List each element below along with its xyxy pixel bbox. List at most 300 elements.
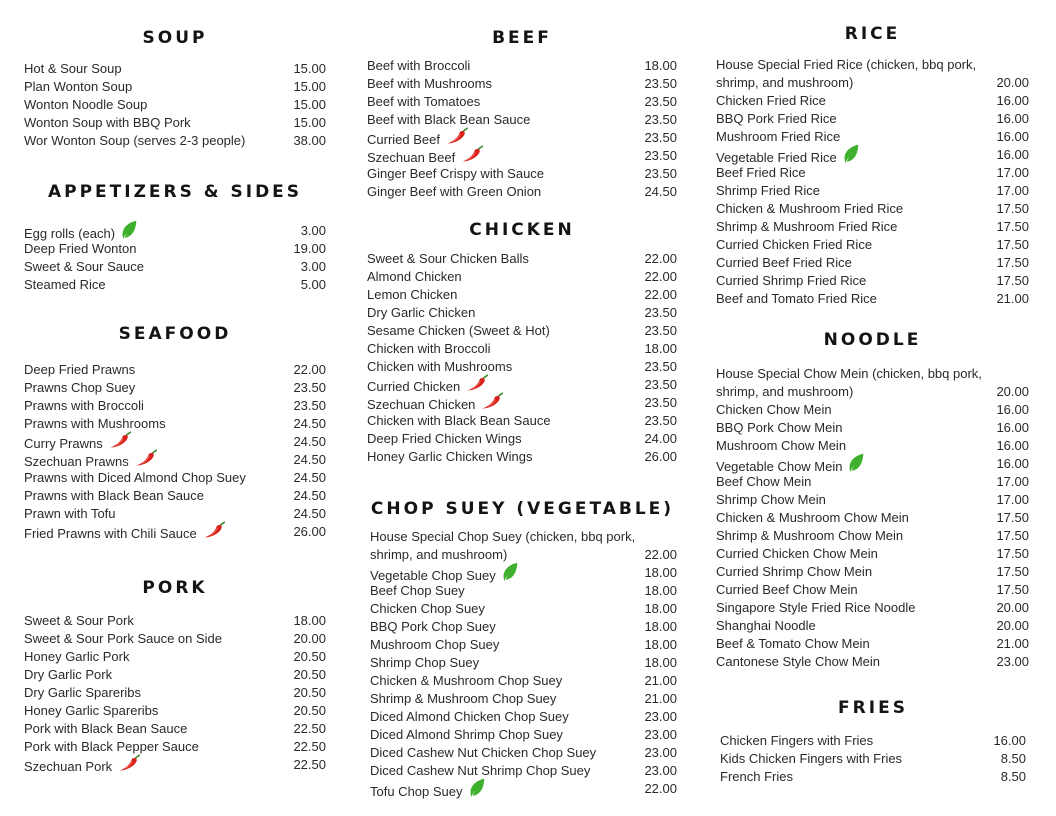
menu-item-price: 17.50 — [996, 201, 1029, 216]
menu-item-name — [370, 744, 596, 762]
menu-item-name — [367, 358, 512, 376]
menu-item-price: 22.00 — [644, 251, 677, 266]
menu-item — [716, 509, 1029, 527]
menu-item-price: 18.00 — [644, 637, 677, 652]
menu-item-name — [716, 236, 872, 254]
menu-item-name-text: Vegetable Chow Mein — [716, 458, 843, 474]
menu-item-name-text: Lemon Chicken — [367, 287, 458, 302]
menu-item-name-text: Chicken Fingers with Fries — [720, 733, 874, 748]
menu-item-name-text: Shrimp Chop Suey — [370, 655, 480, 670]
menu-item — [24, 720, 326, 738]
menu-item-name — [716, 563, 872, 581]
menu-item-name-text: Shrimp Fried Rice — [716, 183, 821, 198]
menu-item-name — [24, 630, 222, 648]
menu-item-name-text: Beef & Tomato Chow Mein — [716, 636, 870, 651]
menu-item — [716, 110, 1029, 128]
menu-item — [716, 146, 1029, 164]
menu-item-price: 24.50 — [293, 434, 326, 449]
menu-item-name-text: Wonton Soup with BBQ Pork — [24, 115, 191, 130]
menu-item-name-text: Hot & Sour Soup — [24, 61, 122, 76]
menu-item-name — [716, 527, 903, 545]
menu-item-name-text: Shanghai Noodle — [716, 618, 816, 633]
menu-item-name-text: House Special Fried Rice (chicken, bbq pork, shrimp, and mushroom) — [716, 57, 977, 90]
menu-item-name-text: Curried Beef Chow Mein — [716, 582, 858, 597]
menu-item — [367, 358, 677, 376]
menu-item-name — [367, 286, 457, 304]
menu-item — [370, 780, 677, 798]
menu-item-name-text: Curried Chicken Chow Mein — [716, 546, 878, 561]
menu-item-name — [24, 469, 246, 487]
menu-item-name-text: BBQ Pork Fried Rice — [716, 111, 837, 126]
menu-item-price: 23.00 — [644, 709, 677, 724]
menu-item-name-text: Beef and Tomato Fried Rice — [716, 291, 877, 306]
menu-item — [367, 165, 677, 183]
menu-item-price: 17.50 — [996, 510, 1029, 525]
menu-item — [716, 290, 1029, 308]
menu-item-price: 20.00 — [293, 631, 326, 646]
menu-item-name — [24, 78, 132, 96]
chili-pepper-icon — [203, 521, 225, 544]
menu-item-name-text: Vegetable Fried Rice — [716, 149, 837, 165]
menu-item-name — [716, 401, 832, 419]
menu-item — [716, 56, 1029, 92]
menu-item-name — [716, 254, 852, 272]
menu-item-name-text: House Special Chop Suey (chicken, bbq pork, shrimp, and mushroom) — [370, 529, 636, 562]
menu-item-name-text: Ginger Beef with Green Onion — [367, 184, 542, 199]
menu-item-name — [370, 582, 465, 600]
menu-item-name — [24, 361, 135, 379]
menu-item-name — [716, 653, 880, 671]
menu-item-name — [716, 365, 991, 401]
menu-item-name-text: Prawns with Black Bean Sauce — [24, 488, 204, 503]
menu-item — [716, 455, 1029, 473]
menu-item-name-text: Prawn with Tofu — [24, 506, 116, 521]
menu-item — [716, 473, 1029, 491]
menu-item-price: 16.00 — [996, 420, 1029, 435]
menu-item-price: 23.50 — [644, 94, 677, 109]
menu-item-name-text: Plan Wonton Soup — [24, 79, 133, 94]
menu-item-name-text: Kids Chicken Fingers with Fries — [720, 751, 903, 766]
menu-item-name — [367, 165, 544, 183]
menu-item-list — [24, 222, 326, 294]
menu-item-name — [370, 618, 496, 636]
menu-item-name-text: Diced Almond Shrimp Chop Suey — [370, 727, 563, 742]
menu-item-name-text: Szechuan Prawns — [24, 453, 129, 469]
menu-item-name — [370, 780, 485, 805]
menu-item-price: 24.50 — [293, 452, 326, 467]
menu-item — [716, 437, 1029, 455]
menu-item — [24, 523, 326, 541]
menu-item-name-text: Deep Fried Wonton — [24, 241, 137, 256]
menu-item-name — [24, 487, 204, 505]
menu-item — [367, 147, 677, 165]
menu-item-price: 17.50 — [996, 273, 1029, 288]
menu-item-name — [24, 612, 134, 630]
menu-item-name-text: Curried Shrimp Fried Rice — [716, 273, 867, 288]
menu-item-name — [720, 750, 902, 768]
menu-item-name — [716, 473, 811, 491]
menu-item-price: 17.00 — [996, 165, 1029, 180]
menu-item-price: 23.50 — [644, 323, 677, 338]
menu-item-name-text: Prawns with Diced Almond Chop Suey — [24, 470, 246, 485]
menu-item — [716, 491, 1029, 509]
menu-item-name — [367, 250, 529, 268]
menu-item — [370, 600, 677, 618]
menu-item-price: 22.00 — [644, 547, 677, 562]
menu-item-name-text: Beef with Mushrooms — [367, 76, 492, 91]
menu-item — [367, 322, 677, 340]
menu-item-name-text: Shrimp Chow Mein — [716, 492, 826, 507]
menu-item — [367, 75, 677, 93]
menu-item-name — [370, 528, 645, 564]
menu-item-name-text: Diced Cashew Nut Shrimp Chop Suey — [370, 763, 591, 778]
menu-item-price: 16.00 — [993, 733, 1026, 748]
menu-item-price: 8.50 — [1000, 769, 1026, 784]
menu-item-name — [24, 702, 158, 720]
menu-item — [716, 635, 1029, 653]
menu-item-price: 16.00 — [996, 93, 1029, 108]
menu-item-price: 20.00 — [996, 384, 1029, 399]
menu-item — [367, 129, 677, 147]
menu-item-price: 24.50 — [293, 488, 326, 503]
menu-item-name — [716, 128, 840, 146]
menu-item-name — [367, 93, 480, 111]
menu-item-name — [24, 720, 187, 738]
menu-item-name-text: Chicken & Mushroom Fried Rice — [716, 201, 904, 216]
menu-item-price: 23.50 — [644, 148, 677, 163]
menu-item — [370, 582, 677, 600]
menu-item-name — [370, 690, 556, 708]
menu-item-price: 17.50 — [996, 237, 1029, 252]
leaf-icon — [469, 778, 485, 803]
menu-item — [716, 200, 1029, 218]
menu-item — [24, 648, 326, 666]
menu-item — [370, 636, 677, 654]
menu-item-name-text: Curried Beef — [367, 131, 440, 147]
menu-item-price: 5.00 — [300, 277, 326, 292]
menu-item-name-text: Egg rolls (each) — [24, 225, 116, 241]
menu-item-name-text: Chicken Chow Mein — [716, 402, 832, 417]
menu-item-name-text: Szechuan Chicken — [367, 396, 476, 412]
menu-item-name — [24, 505, 116, 523]
menu-item-name-text: BBQ Pork Chop Suey — [370, 619, 496, 634]
menu-item — [370, 762, 677, 780]
menu-item-name — [24, 240, 137, 258]
menu-item-price: 26.00 — [293, 524, 326, 539]
section-title: PORK — [142, 578, 208, 598]
menu-item-name-text: Honey Garlic Pork — [24, 649, 130, 664]
menu-item — [24, 666, 326, 684]
menu-item — [716, 581, 1029, 599]
menu-item-name — [716, 419, 842, 437]
menu-item-price: 23.50 — [644, 359, 677, 374]
menu-item-price: 18.00 — [644, 341, 677, 356]
menu-item — [370, 708, 677, 726]
menu-item-name-text: Beef Chop Suey — [370, 583, 465, 598]
menu-item-price: 19.00 — [293, 241, 326, 256]
menu-item-price: 18.00 — [644, 601, 677, 616]
menu-item-price: 15.00 — [293, 61, 326, 76]
menu-item-name-text: Deep Fried Prawns — [24, 362, 136, 377]
menu-item — [367, 304, 677, 322]
menu-item-price: 23.50 — [293, 380, 326, 395]
menu-item-name-text: Pork with Black Bean Sauce — [24, 721, 188, 736]
menu-item-name — [24, 60, 122, 78]
menu-item — [24, 505, 326, 523]
menu-item-name — [24, 756, 140, 779]
menu-item-price: 23.00 — [996, 654, 1029, 669]
menu-item — [24, 258, 326, 276]
section-title: SOUP — [142, 28, 208, 48]
menu-item-price: 17.00 — [996, 183, 1029, 198]
menu-item-name-text: Singapore Style Fried Rice Noodle — [716, 600, 916, 615]
menu-item-name-text: Beef Chow Mein — [716, 474, 812, 489]
menu-item-name — [370, 654, 479, 672]
menu-item — [716, 92, 1029, 110]
menu-item-name-text: Sweet & Sour Sauce — [24, 259, 144, 274]
menu-item-name — [24, 132, 245, 150]
menu-item-price: 23.50 — [293, 398, 326, 413]
menu-item-price: 20.00 — [996, 75, 1029, 90]
menu-item-name — [716, 545, 878, 563]
menu-item-price: 18.00 — [644, 58, 677, 73]
menu-item-name — [720, 768, 793, 786]
menu-item-name — [24, 276, 106, 294]
menu-item — [24, 433, 326, 451]
menu-item-price: 24.50 — [293, 416, 326, 431]
menu-item — [24, 114, 326, 132]
menu-item-name-text: Honey Garlic Spareribs — [24, 703, 159, 718]
menu-item-name-text: Chicken Fried Rice — [716, 93, 826, 108]
menu-item-list — [716, 56, 1029, 308]
menu-item-price: 15.00 — [293, 97, 326, 112]
menu-item — [24, 415, 326, 433]
menu-item — [367, 376, 677, 394]
menu-item-name — [720, 732, 873, 750]
section-title: FRIES — [838, 698, 908, 718]
menu-item-name — [716, 218, 897, 236]
menu-item-name-text: Ginger Beef Crispy with Sauce — [367, 166, 545, 181]
menu-item — [716, 164, 1029, 182]
menu-item-name-text: Szechuan Pork — [24, 758, 113, 774]
menu-item-price: 16.00 — [996, 456, 1029, 471]
menu-item-name-text: Sesame Chicken (Sweet & Hot) — [367, 323, 550, 338]
menu-item-name-text: French Fries — [720, 769, 793, 784]
menu-item — [24, 132, 326, 150]
menu-item-name — [716, 92, 826, 110]
menu-item — [716, 182, 1029, 200]
menu-item-name — [370, 672, 562, 690]
menu-item — [370, 726, 677, 744]
menu-item-price: 21.00 — [644, 691, 677, 706]
menu-item-name — [370, 708, 569, 726]
menu-item — [367, 93, 677, 111]
menu-item-price: 17.50 — [996, 528, 1029, 543]
menu-item-name-text: Chicken with Black Bean Sauce — [367, 413, 551, 428]
menu-item-name-text: Diced Almond Chicken Chop Suey — [370, 709, 569, 724]
menu-item — [370, 618, 677, 636]
menu-item-price: 26.00 — [644, 449, 677, 464]
menu-item — [367, 250, 677, 268]
menu-item — [716, 236, 1029, 254]
menu-item-price: 16.00 — [996, 147, 1029, 162]
menu-item — [720, 732, 1026, 750]
menu-item — [24, 487, 326, 505]
menu-item-price: 23.50 — [644, 112, 677, 127]
menu-item — [716, 617, 1029, 635]
menu-item-price: 24.00 — [644, 431, 677, 446]
menu-item — [370, 672, 677, 690]
menu-item — [716, 653, 1029, 671]
menu-item-name-text: Cantonese Style Chow Mein — [716, 654, 881, 669]
menu-item-name — [24, 415, 166, 433]
menu-item-name-text: Prawns with Broccoli — [24, 398, 144, 413]
menu-item-name-text: Honey Garlic Chicken Wings — [367, 449, 533, 464]
menu-item — [370, 564, 677, 582]
menu-item-price: 23.50 — [644, 305, 677, 320]
menu-item-name-text: Beef with Tomatoes — [367, 94, 481, 109]
menu-item-price: 18.00 — [644, 583, 677, 598]
menu-item — [720, 768, 1026, 786]
menu-item-name — [716, 581, 858, 599]
menu-item-name-text: Curried Beef Fried Rice — [716, 255, 852, 270]
menu-item — [24, 451, 326, 469]
menu-item-name — [370, 600, 485, 618]
menu-item-price: 20.50 — [293, 649, 326, 664]
menu-item — [24, 738, 326, 756]
menu-item-price: 22.50 — [293, 739, 326, 754]
menu-item-name — [24, 114, 191, 132]
menu-item-list — [24, 361, 326, 541]
menu-item — [367, 430, 677, 448]
menu-item-name — [24, 666, 112, 684]
menu-item-name-text: Almond Chicken — [367, 269, 462, 284]
menu-item-price: 23.50 — [644, 413, 677, 428]
menu-item-list — [24, 60, 326, 150]
menu-item-price: 21.00 — [644, 673, 677, 688]
menu-item — [24, 222, 326, 240]
menu-item-price: 23.50 — [644, 130, 677, 145]
menu-item-name — [716, 635, 870, 653]
menu-item-price: 22.00 — [644, 781, 677, 796]
menu-item-name — [716, 437, 846, 455]
menu-item-name — [716, 599, 915, 617]
menu-item-name-text: Sweet & Sour Pork — [24, 613, 134, 628]
menu-item-name — [716, 272, 866, 290]
menu-item-name — [24, 96, 147, 114]
menu-item-name — [367, 268, 462, 286]
section-title: CHOP SUEY (VEGETABLE) — [370, 499, 675, 519]
menu-item-name — [367, 448, 532, 466]
menu-item-name — [716, 509, 909, 527]
menu-item — [24, 240, 326, 258]
menu-item-name — [716, 110, 837, 128]
menu-item — [24, 630, 326, 648]
menu-item — [367, 268, 677, 286]
chili-pepper-icon — [118, 754, 140, 777]
menu-item-name-text: Dry Garlic Pork — [24, 667, 113, 682]
menu-item-price: 18.00 — [644, 619, 677, 634]
menu-item-name-text: Dry Garlic Chicken — [367, 305, 476, 320]
menu-item-price: 17.50 — [996, 546, 1029, 561]
menu-item-price: 24.50 — [293, 470, 326, 485]
menu-item — [367, 340, 677, 358]
menu-item-price: 20.00 — [996, 600, 1029, 615]
menu-item-name-text: Shrimp & Mushroom Chop Suey — [370, 691, 557, 706]
menu-item — [370, 654, 677, 672]
menu-item-name — [24, 379, 135, 397]
menu-item-price: 23.50 — [644, 395, 677, 410]
menu-item — [716, 365, 1029, 401]
menu-item-price: 22.50 — [293, 721, 326, 736]
menu-item-list — [716, 365, 1029, 671]
menu-item-price: 23.50 — [644, 76, 677, 91]
menu-item — [716, 599, 1029, 617]
menu-item-price: 15.00 — [293, 115, 326, 130]
menu-item-name-text: House Special Chow Mein (chicken, bbq pork, shrimp, and mushroom) — [716, 366, 982, 399]
menu-item-name — [24, 738, 199, 756]
menu-item-name-text: Vegetable Chop Suey — [370, 567, 496, 583]
section-title: APPETIZERS & SIDES — [47, 182, 303, 202]
menu-item — [24, 397, 326, 415]
menu-item-name-text: Prawns Chop Suey — [24, 380, 136, 395]
menu-item — [24, 469, 326, 487]
menu-item-name — [716, 617, 816, 635]
menu-item-name-text: Chicken Chop Suey — [370, 601, 485, 616]
menu-item-name-text: Chicken with Broccoli — [367, 341, 491, 356]
menu-item — [24, 78, 326, 96]
menu-item — [720, 750, 1026, 768]
menu-item-name — [716, 290, 877, 308]
menu-item-name — [367, 340, 491, 358]
menu-item-name-text: Beef with Broccoli — [367, 58, 471, 73]
menu-item — [716, 563, 1029, 581]
menu-item-name-text: Sweet & Sour Pork Sauce on Side — [24, 631, 223, 646]
menu-item-list — [24, 612, 326, 774]
menu-item-name-text: Mushroom Chop Suey — [370, 637, 500, 652]
menu-item-price: 17.00 — [996, 474, 1029, 489]
menu-item-price: 17.50 — [996, 255, 1029, 270]
menu-item — [370, 690, 677, 708]
menu-item-price: 18.00 — [644, 565, 677, 580]
menu-item-name — [24, 684, 141, 702]
section-title: BEEF — [492, 28, 552, 48]
menu-item-name-text: Mushroom Fried Rice — [716, 129, 841, 144]
menu-item — [367, 286, 677, 304]
menu-item-name-text: Chicken with Mushrooms — [367, 359, 513, 374]
menu-item-price: 20.50 — [293, 703, 326, 718]
menu-item — [24, 60, 326, 78]
menu-item-name-text: Beef with Black Bean Sauce — [367, 112, 531, 127]
menu-item-price: 3.00 — [300, 223, 326, 238]
menu-item — [24, 612, 326, 630]
menu-item-price: 8.50 — [1000, 751, 1026, 766]
menu-item-name-text: Sweet & Sour Chicken Balls — [367, 251, 529, 266]
menu-item-price: 24.50 — [644, 184, 677, 199]
menu-item-list — [367, 57, 677, 201]
menu-item-name — [367, 183, 541, 201]
menu-item-name — [24, 523, 225, 546]
menu-item-name — [716, 491, 826, 509]
menu-item-list — [370, 528, 677, 798]
menu-item-name — [367, 57, 470, 75]
menu-item — [716, 527, 1029, 545]
menu-item-name-text: Mushroom Chow Mein — [716, 438, 847, 453]
menu-item — [367, 448, 677, 466]
menu-item-name-text: Wor Wonton Soup (serves 2-3 people) — [24, 133, 246, 148]
menu-item-name — [716, 200, 903, 218]
menu-item-price: 22.00 — [644, 269, 677, 284]
